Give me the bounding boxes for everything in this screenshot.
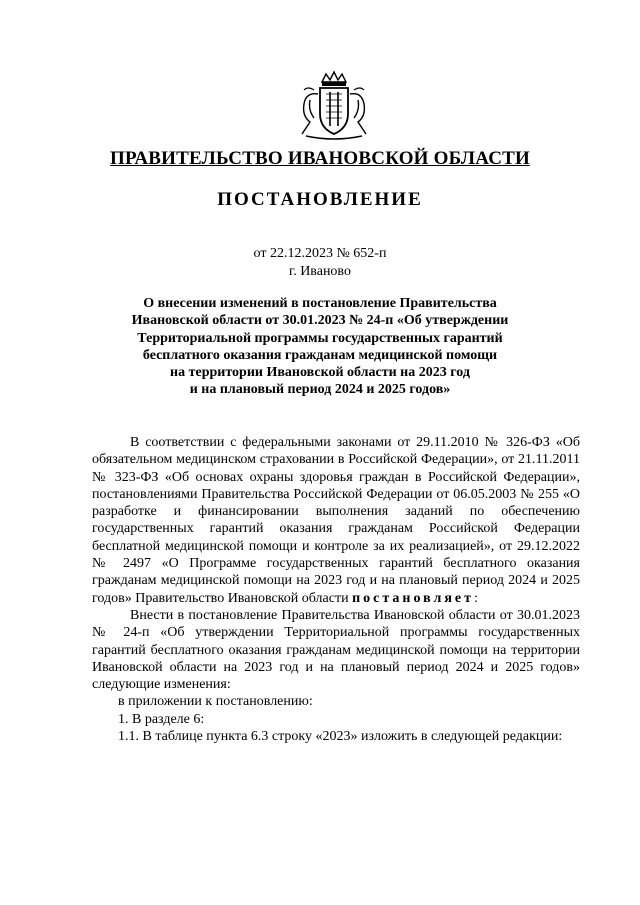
paragraph-table-row: 1.1. В таблице пункта 6.3 строку «2023» изложить в следующей редакции: (118, 729, 563, 745)
document-city: г. Иваново (289, 264, 351, 279)
subject-line: и на плановый период 2024 и 2025 годов» (189, 382, 451, 398)
paragraph-appendix: в приложении к постановлению: (118, 694, 313, 710)
subject-line: О внесении изменений в постановление Правительства (143, 296, 497, 311)
paragraph-preamble (92, 434, 580, 607)
government-title: ПРАВИТЕЛЬСТВО ИВАНОВСКОЙ ОБЛАСТИ (110, 148, 530, 169)
subject-line: на территории Ивановской области на 2023 год (170, 365, 470, 381)
document-date-number: от 22.12.2023 № 652-п (253, 246, 387, 261)
document-body (92, 434, 580, 745)
preamble-colon: : (474, 590, 478, 606)
document-subject (100, 295, 540, 399)
document-type: ПОСТАНОВЛЕНИЕ (217, 189, 423, 210)
subject-line: Ивановской области от 30.01.2023 № 24-п «Об утверждении (131, 313, 509, 329)
paragraph-section: 1. В разделе 6: (118, 711, 205, 727)
subject-line: бесплатного оказания гражданам медицинской помощи (142, 347, 498, 363)
resolves-keyword: постановляет (352, 590, 475, 606)
coat-of-arms-icon (296, 70, 372, 142)
subject-line: Территориальной программы государственных гарантий (137, 330, 503, 346)
paragraph-amend: Внести в постановление Правительства Ивановской области от 30.01.2023 № 24-п «Об утверждении Территориальной программы государственных гарантий бесплатного оказания гражданам медицинской помощи на территории Ивановской области на 2023 год и на плановый период 2024 и 2025 годов» следующие изменения: (92, 607, 580, 693)
preamble-text: В соответствии с федеральными законами от 29.11.2010 № 326-ФЗ «Об обязательном медицинском страховании в Российской Федерации», от 21.11.2011 № 323-ФЗ «Об основах охраны здоровья граждан в Российской Федерации», постановлениями Правительства Российской Федерации от 06.05.2003 № 255 «О разработке и финансировании выполнения заданий по обеспечению государственных гарантий оказания гражданам Российской Федерации бесплатной медицинской помощи и контроле за их реализацией», от 29.12.2022 № 2497 «О Программе государственных гарантий бесплатного оказания гражданам медицинской помощи на 2023 год и на плановый период 2024 и 2025 годов» Правительство Ивановской области (92, 435, 580, 606)
